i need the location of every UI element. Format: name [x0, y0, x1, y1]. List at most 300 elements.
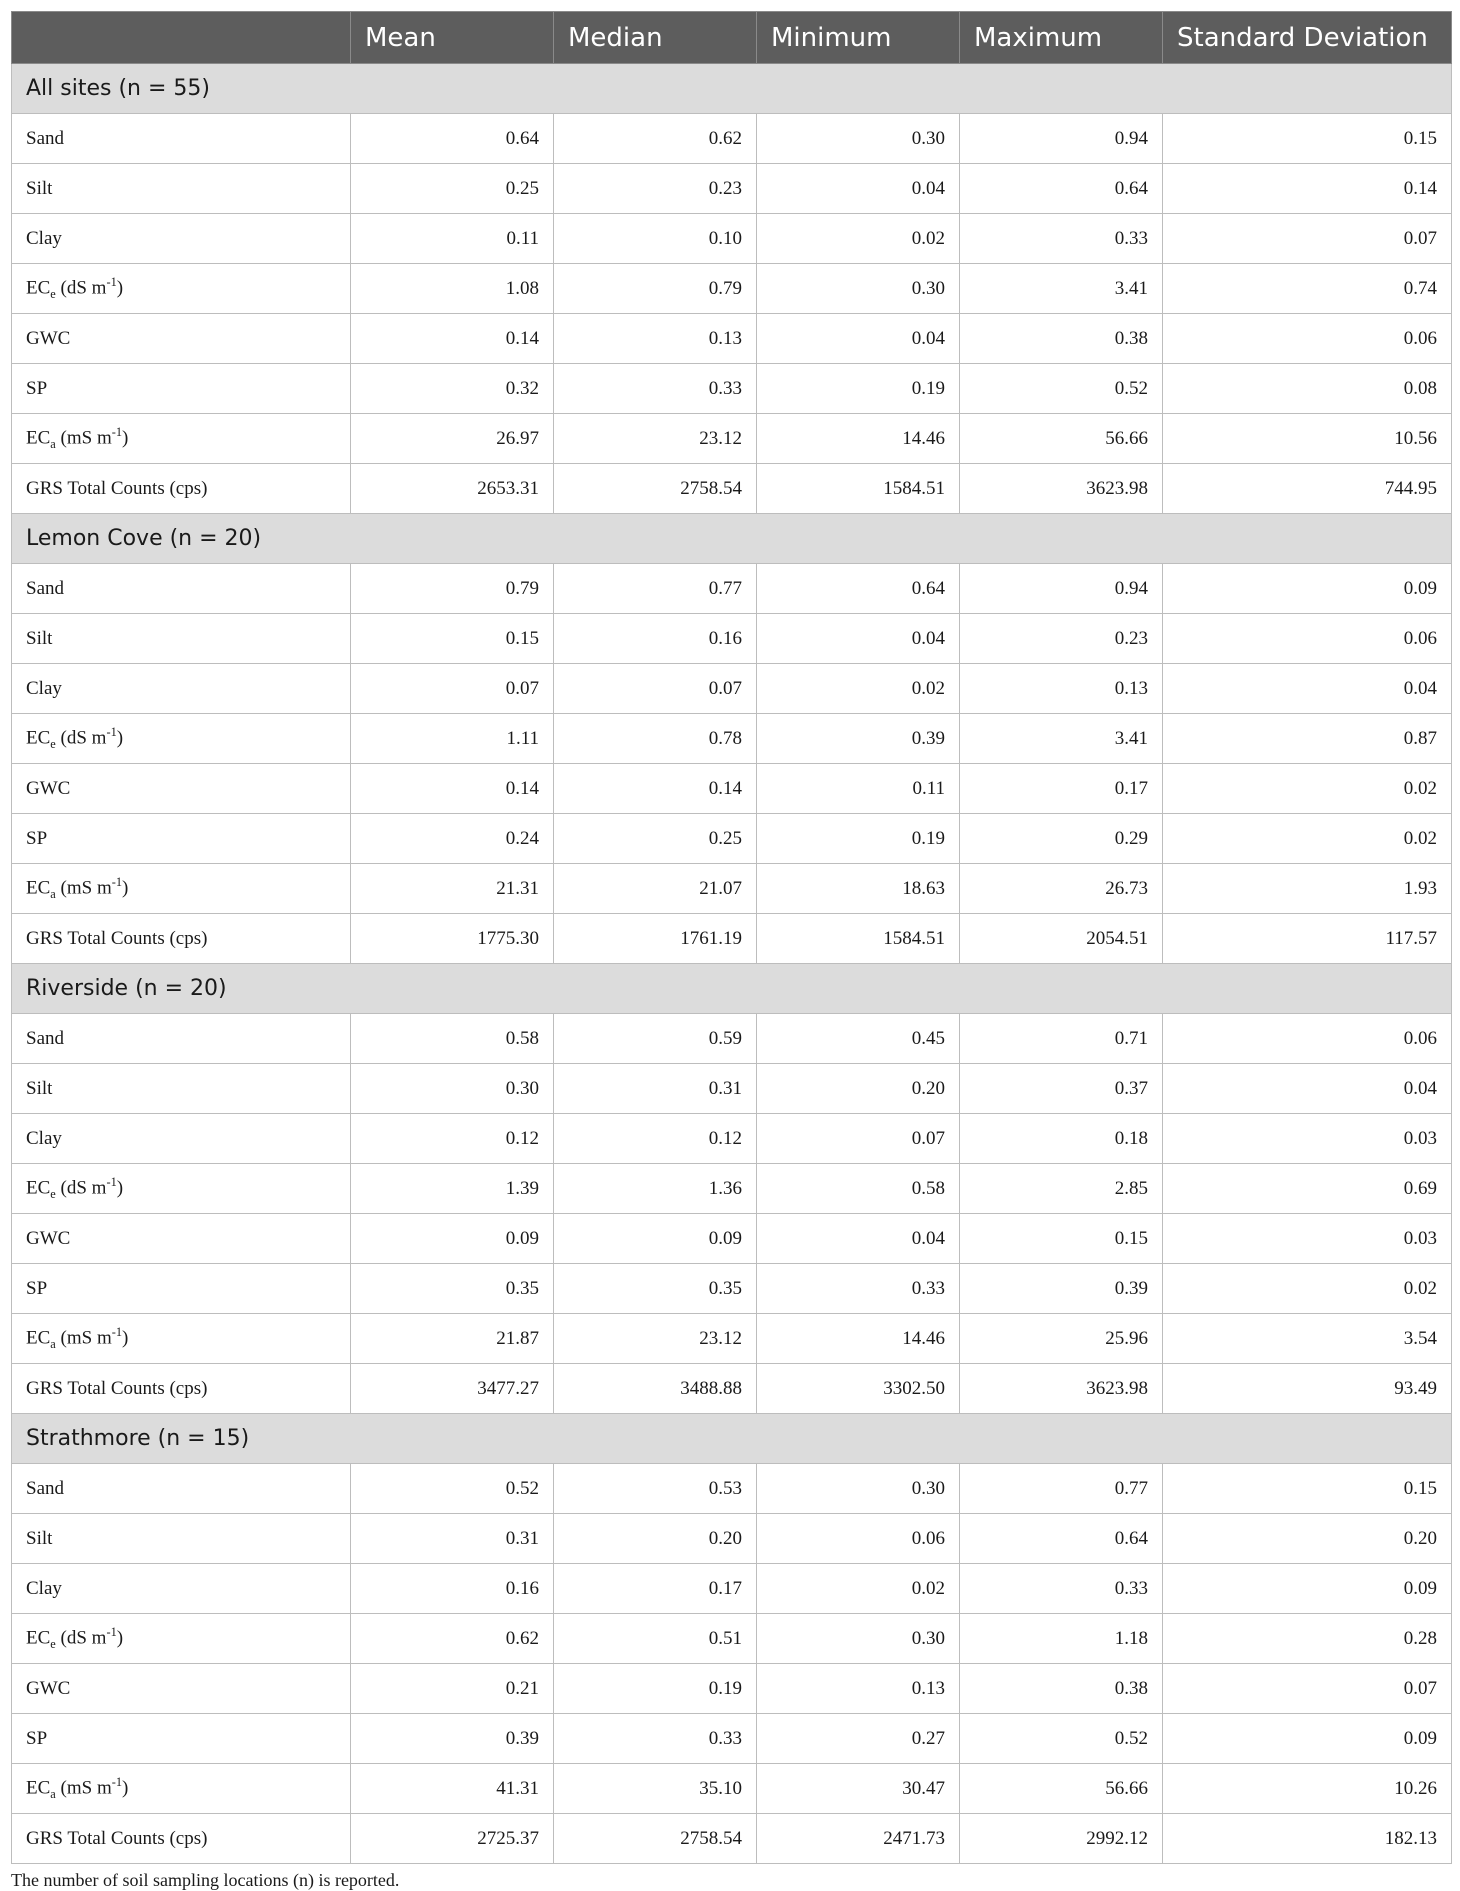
- table-row: [12, 1564, 1452, 1614]
- label-base: Clay: [26, 677, 62, 699]
- cell-standard-deviation: 0.87: [1163, 714, 1452, 764]
- label-unit: (dS m: [55, 1177, 107, 1199]
- table-row: [12, 1214, 1452, 1264]
- cell-standard-deviation: 10.56: [1163, 414, 1452, 464]
- cell-standard-deviation: 0.14: [1163, 164, 1452, 214]
- cell-minimum: 2471.73: [757, 1814, 960, 1864]
- cell-mean: 26.97: [351, 414, 554, 464]
- cell-median: 0.12: [554, 1114, 757, 1164]
- table-row: [12, 314, 1452, 364]
- table-row: [12, 1714, 1452, 1764]
- label-base: Sand: [26, 577, 64, 599]
- table-row: [12, 114, 1452, 164]
- cell-median: 23.12: [554, 1314, 757, 1364]
- label-subscript: e: [50, 287, 56, 302]
- cell-median: 0.62: [554, 114, 757, 164]
- row-label: [12, 1064, 351, 1114]
- cell-median: 3488.88: [554, 1364, 757, 1414]
- cell-mean: 0.62: [351, 1614, 554, 1664]
- cell-mean: 1.11: [351, 714, 554, 764]
- cell-maximum: 0.71: [960, 1014, 1163, 1064]
- row-label: [12, 1464, 351, 1514]
- label-superscript: -1: [111, 424, 123, 439]
- row-label: [12, 864, 351, 914]
- row-label: [12, 1014, 351, 1064]
- row-label: [12, 1364, 351, 1414]
- table-row: [12, 1064, 1452, 1114]
- label-base: SP: [26, 827, 48, 849]
- cell-maximum: 56.66: [960, 1764, 1163, 1814]
- cell-mean: 0.30: [351, 1064, 554, 1114]
- row-label: [12, 1714, 351, 1764]
- cell-minimum: 0.04: [757, 164, 960, 214]
- cell-mean: 1.39: [351, 1164, 554, 1214]
- cell-maximum: 3623.98: [960, 1364, 1163, 1414]
- header-cell-blank: [12, 12, 351, 64]
- label-base: GWC: [26, 1227, 71, 1249]
- row-label: [12, 1114, 351, 1164]
- label-subscript: a: [50, 1787, 56, 1802]
- cell-median: 0.59: [554, 1014, 757, 1064]
- label-base: GRS Total Counts (cps): [26, 477, 208, 499]
- table-row: [12, 1664, 1452, 1714]
- cell-maximum: 1.18: [960, 1614, 1163, 1664]
- cell-median: 0.31: [554, 1064, 757, 1114]
- table-row: [12, 1364, 1452, 1414]
- row-label: [12, 1664, 351, 1714]
- table-row: [12, 1814, 1452, 1864]
- cell-maximum: 3.41: [960, 714, 1163, 764]
- label-base: GWC: [26, 327, 71, 349]
- header-cell-minimum: Minimum: [757, 12, 960, 64]
- cell-standard-deviation: 0.03: [1163, 1114, 1452, 1164]
- cell-minimum: 0.19: [757, 364, 960, 414]
- cell-median: 0.19: [554, 1664, 757, 1714]
- label-superscript: -1: [106, 1624, 117, 1639]
- cell-mean: 0.24: [351, 814, 554, 864]
- cell-median: 35.10: [554, 1764, 757, 1814]
- cell-minimum: 0.64: [757, 564, 960, 614]
- table-row: [12, 914, 1452, 964]
- cell-minimum: 0.02: [757, 664, 960, 714]
- table-row: [12, 564, 1452, 614]
- cell-standard-deviation: 0.03: [1163, 1214, 1452, 1264]
- cell-minimum: 0.04: [757, 1214, 960, 1264]
- row-label: [12, 1564, 351, 1614]
- label-subscript: e: [50, 737, 56, 752]
- cell-maximum: 0.17: [960, 764, 1163, 814]
- label-base: Clay: [26, 1127, 62, 1149]
- cell-minimum: 1584.51: [757, 914, 960, 964]
- label-base: SP: [26, 377, 48, 399]
- cell-standard-deviation: 0.07: [1163, 1664, 1452, 1714]
- cell-median: 0.25: [554, 814, 757, 864]
- label-base: GRS Total Counts (cps): [26, 927, 208, 949]
- label-base: SP: [26, 1727, 48, 1749]
- cell-standard-deviation: 0.69: [1163, 1164, 1452, 1214]
- cell-median: 23.12: [554, 414, 757, 464]
- cell-maximum: 3.41: [960, 264, 1163, 314]
- table-row: [12, 264, 1452, 314]
- cell-mean: 0.39: [351, 1714, 554, 1764]
- cell-mean: 21.31: [351, 864, 554, 914]
- cell-maximum: 0.94: [960, 564, 1163, 614]
- header-cell-mean: Mean: [351, 12, 554, 64]
- cell-standard-deviation: 0.28: [1163, 1614, 1452, 1664]
- table-row: [12, 664, 1452, 714]
- header-cell-median: Median: [554, 12, 757, 64]
- label-base: Clay: [26, 227, 62, 249]
- cell-standard-deviation: 0.09: [1163, 564, 1452, 614]
- cell-standard-deviation: 0.07: [1163, 214, 1452, 264]
- label-unit: (mS m: [55, 427, 112, 449]
- label-base: Sand: [26, 1477, 64, 1499]
- label-superscript: -1: [111, 874, 123, 889]
- label-base: GWC: [26, 1677, 71, 1699]
- header-cell-maximum: Maximum: [960, 12, 1163, 64]
- row-label: [12, 614, 351, 664]
- cell-mean: 3477.27: [351, 1364, 554, 1414]
- cell-maximum: 3623.98: [960, 464, 1163, 514]
- cell-minimum: 0.39: [757, 714, 960, 764]
- label-subscript: e: [50, 1187, 56, 1202]
- row-label: [12, 1314, 351, 1364]
- cell-median: 0.53: [554, 1464, 757, 1514]
- row-label: [12, 114, 351, 164]
- cell-mean: 0.12: [351, 1114, 554, 1164]
- cell-standard-deviation: 0.08: [1163, 364, 1452, 414]
- cell-standard-deviation: 0.20: [1163, 1514, 1452, 1564]
- label-unit: (dS m: [55, 727, 107, 749]
- label-close: ): [122, 427, 129, 449]
- label-close: ): [122, 877, 129, 899]
- cell-mean: 0.07: [351, 664, 554, 714]
- table-header: [12, 12, 1452, 64]
- cell-median: 0.23: [554, 164, 757, 214]
- cell-median: 1761.19: [554, 914, 757, 964]
- label-unit: (mS m: [55, 1327, 112, 1349]
- cell-minimum: 30.47: [757, 1764, 960, 1814]
- cell-standard-deviation: 0.04: [1163, 1064, 1452, 1114]
- label-unit: (dS m: [55, 277, 107, 299]
- label-base: Silt: [26, 177, 53, 199]
- label-subscript: a: [50, 1337, 56, 1352]
- cell-minimum: 0.30: [757, 264, 960, 314]
- row-label: [12, 364, 351, 414]
- cell-minimum: 0.04: [757, 314, 960, 364]
- table-row: [12, 614, 1452, 664]
- cell-median: 0.33: [554, 364, 757, 414]
- table-row: [12, 214, 1452, 264]
- row-label: [12, 914, 351, 964]
- header-cell-standard-deviation: Standard Deviation: [1163, 12, 1452, 64]
- cell-median: 0.14: [554, 764, 757, 814]
- cell-standard-deviation: 0.15: [1163, 1464, 1452, 1514]
- cell-mean: 2725.37: [351, 1814, 554, 1864]
- cell-standard-deviation: 10.26: [1163, 1764, 1452, 1814]
- row-label: [12, 464, 351, 514]
- cell-median: 0.07: [554, 664, 757, 714]
- row-label: [12, 264, 351, 314]
- table-row: [12, 1014, 1452, 1064]
- cell-standard-deviation: 0.15: [1163, 114, 1452, 164]
- cell-mean: 0.11: [351, 214, 554, 264]
- cell-minimum: 0.06: [757, 1514, 960, 1564]
- cell-minimum: 0.04: [757, 614, 960, 664]
- cell-mean: 1775.30: [351, 914, 554, 964]
- cell-minimum: 0.45: [757, 1014, 960, 1064]
- table-row: [12, 164, 1452, 214]
- cell-minimum: 0.33: [757, 1264, 960, 1314]
- table-row: [12, 1614, 1452, 1664]
- cell-mean: 0.25: [351, 164, 554, 214]
- label-unit: (mS m: [55, 877, 112, 899]
- cell-minimum: 0.58: [757, 1164, 960, 1214]
- cell-minimum: 0.20: [757, 1064, 960, 1114]
- cell-minimum: 18.63: [757, 864, 960, 914]
- cell-minimum: 0.02: [757, 1564, 960, 1614]
- row-label: [12, 414, 351, 464]
- cell-median: 1.36: [554, 1164, 757, 1214]
- cell-mean: 0.52: [351, 1464, 554, 1514]
- table-row: [12, 1314, 1452, 1364]
- cell-maximum: 0.23: [960, 614, 1163, 664]
- table-row: [12, 464, 1452, 514]
- cell-maximum: 0.39: [960, 1264, 1163, 1314]
- label-base: GRS Total Counts (cps): [26, 1377, 208, 1399]
- cell-standard-deviation: 0.02: [1163, 1264, 1452, 1314]
- cell-median: 0.17: [554, 1564, 757, 1614]
- cell-minimum: 0.19: [757, 814, 960, 864]
- cell-maximum: 0.15: [960, 1214, 1163, 1264]
- label-base: EC: [26, 727, 51, 749]
- cell-mean: 0.32: [351, 364, 554, 414]
- label-base: SP: [26, 1277, 48, 1299]
- cell-median: 2758.54: [554, 464, 757, 514]
- soil-statistics-table: [11, 11, 1452, 1864]
- label-base: Silt: [26, 1077, 53, 1099]
- cell-median: 0.13: [554, 314, 757, 364]
- cell-maximum: 0.13: [960, 664, 1163, 714]
- row-label: [12, 314, 351, 364]
- label-unit: (mS m: [55, 1777, 112, 1799]
- label-close: ): [116, 727, 124, 749]
- cell-maximum: 56.66: [960, 414, 1163, 464]
- label-superscript: -1: [111, 1324, 123, 1339]
- cell-mean: 0.16: [351, 1564, 554, 1614]
- cell-mean: 21.87: [351, 1314, 554, 1364]
- cell-mean: 0.15: [351, 614, 554, 664]
- cell-mean: 0.09: [351, 1214, 554, 1264]
- cell-maximum: 26.73: [960, 864, 1163, 914]
- header-row: [12, 12, 1452, 64]
- label-superscript: -1: [106, 724, 117, 739]
- cell-standard-deviation: 744.95: [1163, 464, 1452, 514]
- cell-median: 0.16: [554, 614, 757, 664]
- cell-mean: 0.58: [351, 1014, 554, 1064]
- table-body: [12, 64, 1452, 1864]
- cell-minimum: 0.30: [757, 1614, 960, 1664]
- table-row: [12, 1514, 1452, 1564]
- label-unit: (dS m: [55, 1627, 107, 1649]
- table-row: [12, 1114, 1452, 1164]
- row-label: [12, 814, 351, 864]
- label-base: EC: [26, 1777, 51, 1799]
- cell-minimum: 14.46: [757, 1314, 960, 1364]
- row-label: [12, 1264, 351, 1314]
- cell-mean: 41.31: [351, 1764, 554, 1814]
- label-superscript: -1: [106, 274, 117, 289]
- cell-standard-deviation: 1.93: [1163, 864, 1452, 914]
- cell-standard-deviation: 0.09: [1163, 1714, 1452, 1764]
- table-row: [12, 1164, 1452, 1214]
- table-row: [12, 1264, 1452, 1314]
- cell-standard-deviation: 182.13: [1163, 1814, 1452, 1864]
- cell-minimum: 0.27: [757, 1714, 960, 1764]
- row-label: [12, 1814, 351, 1864]
- row-label: [12, 1214, 351, 1264]
- cell-maximum: 2992.12: [960, 1814, 1163, 1864]
- cell-minimum: 3302.50: [757, 1364, 960, 1414]
- cell-mean: 0.31: [351, 1514, 554, 1564]
- cell-mean: 0.79: [351, 564, 554, 614]
- table-row: [12, 814, 1452, 864]
- table-row: [12, 764, 1452, 814]
- label-base: Sand: [26, 127, 64, 149]
- cell-median: 0.78: [554, 714, 757, 764]
- cell-minimum: 1584.51: [757, 464, 960, 514]
- cell-maximum: 0.77: [960, 1464, 1163, 1514]
- label-base: Silt: [26, 1527, 53, 1549]
- cell-mean: 0.21: [351, 1664, 554, 1714]
- cell-mean: 2653.31: [351, 464, 554, 514]
- table-row: [12, 1464, 1452, 1514]
- cell-maximum: 25.96: [960, 1314, 1163, 1364]
- cell-median: 0.35: [554, 1264, 757, 1314]
- cell-maximum: 2054.51: [960, 914, 1163, 964]
- cell-maximum: 2.85: [960, 1164, 1163, 1214]
- cell-median: 0.79: [554, 264, 757, 314]
- label-superscript: -1: [111, 1774, 123, 1789]
- cell-median: 0.10: [554, 214, 757, 264]
- label-base: GWC: [26, 777, 71, 799]
- cell-standard-deviation: 0.06: [1163, 1014, 1452, 1064]
- cell-standard-deviation: 0.02: [1163, 814, 1452, 864]
- cell-minimum: 0.30: [757, 1464, 960, 1514]
- table-row: [12, 864, 1452, 914]
- table-row: [12, 364, 1452, 414]
- cell-standard-deviation: 117.57: [1163, 914, 1452, 964]
- row-label: [12, 1614, 351, 1664]
- label-base: Sand: [26, 1027, 64, 1049]
- cell-maximum: 0.33: [960, 1564, 1163, 1614]
- row-label: [12, 714, 351, 764]
- cell-median: 21.07: [554, 864, 757, 914]
- group-header-row: [12, 64, 1452, 114]
- row-label: [12, 214, 351, 264]
- cell-standard-deviation: 0.02: [1163, 764, 1452, 814]
- label-close: ): [122, 1327, 129, 1349]
- cell-median: 0.20: [554, 1514, 757, 1564]
- row-label: [12, 164, 351, 214]
- label-close: ): [116, 1177, 124, 1199]
- row-label: [12, 564, 351, 614]
- cell-maximum: 0.94: [960, 114, 1163, 164]
- row-label: [12, 764, 351, 814]
- cell-standard-deviation: 0.74: [1163, 264, 1452, 314]
- table-row: [12, 1764, 1452, 1814]
- table-footnote: The number of soil sampling locations (n) is reported.: [11, 1870, 400, 1890]
- label-base: Silt: [26, 627, 53, 649]
- group-title: Strathmore (n = 15): [12, 1414, 1452, 1464]
- label-base: EC: [26, 1627, 51, 1649]
- cell-mean: 0.14: [351, 764, 554, 814]
- label-close: ): [116, 1627, 124, 1649]
- row-label: [12, 1514, 351, 1564]
- cell-maximum: 0.38: [960, 314, 1163, 364]
- label-base: EC: [26, 1177, 51, 1199]
- group-title: Lemon Cove (n = 20): [12, 514, 1452, 564]
- group-header-row: [12, 964, 1452, 1014]
- cell-median: 0.33: [554, 1714, 757, 1764]
- cell-minimum: 0.11: [757, 764, 960, 814]
- cell-maximum: 0.52: [960, 1714, 1163, 1764]
- cell-mean: 0.64: [351, 114, 554, 164]
- label-base: EC: [26, 277, 51, 299]
- cell-standard-deviation: 3.54: [1163, 1314, 1452, 1364]
- label-subscript: a: [50, 887, 56, 902]
- label-base: EC: [26, 1327, 51, 1349]
- cell-standard-deviation: 93.49: [1163, 1364, 1452, 1414]
- row-label: [12, 664, 351, 714]
- cell-median: 0.77: [554, 564, 757, 614]
- cell-maximum: 0.37: [960, 1064, 1163, 1114]
- cell-standard-deviation: 0.06: [1163, 314, 1452, 364]
- table-row: [12, 714, 1452, 764]
- cell-maximum: 0.52: [960, 364, 1163, 414]
- label-subscript: e: [50, 1637, 56, 1652]
- label-base: GRS Total Counts (cps): [26, 1827, 208, 1849]
- cell-mean: 0.14: [351, 314, 554, 364]
- cell-mean: 1.08: [351, 264, 554, 314]
- cell-median: 2758.54: [554, 1814, 757, 1864]
- cell-maximum: 0.18: [960, 1114, 1163, 1164]
- cell-median: 0.09: [554, 1214, 757, 1264]
- cell-minimum: 0.07: [757, 1114, 960, 1164]
- label-base: EC: [26, 877, 51, 899]
- cell-standard-deviation: 0.09: [1163, 1564, 1452, 1614]
- table-container: [11, 11, 1451, 1891]
- cell-minimum: 0.30: [757, 114, 960, 164]
- cell-median: 0.51: [554, 1614, 757, 1664]
- cell-maximum: 0.64: [960, 164, 1163, 214]
- group-title: Riverside (n = 20): [12, 964, 1452, 1014]
- label-close: ): [122, 1777, 129, 1799]
- label-base: Clay: [26, 1577, 62, 1599]
- label-subscript: a: [50, 437, 56, 452]
- cell-standard-deviation: 0.04: [1163, 664, 1452, 714]
- group-header-row: [12, 1414, 1452, 1464]
- cell-maximum: 0.29: [960, 814, 1163, 864]
- row-label: [12, 1764, 351, 1814]
- label-superscript: -1: [106, 1174, 117, 1189]
- label-base: EC: [26, 427, 51, 449]
- cell-minimum: 14.46: [757, 414, 960, 464]
- cell-maximum: 0.64: [960, 1514, 1163, 1564]
- cell-minimum: 0.02: [757, 214, 960, 264]
- cell-standard-deviation: 0.06: [1163, 614, 1452, 664]
- label-close: ): [116, 277, 124, 299]
